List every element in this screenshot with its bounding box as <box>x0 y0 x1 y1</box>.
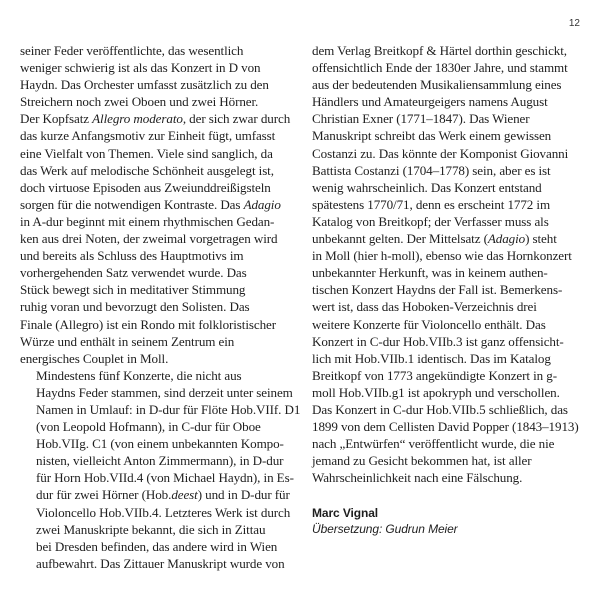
text-line: Costanzi zu. Das könnte der Komponist Giovanni <box>312 145 569 161</box>
text-line: wert ist, dass das Hoboken-Verzeichnis drei <box>312 299 537 315</box>
text-line: Finale (Allegro) ist ein Rondo mit folkloristischer <box>20 316 277 332</box>
text-line: jemand zu Gesicht bekommen hat, ist aller <box>312 453 532 469</box>
right-paragraph-1 <box>312 42 586 486</box>
text-line: Hob.VIIg. C1 (von einem unbekannten Kompo- <box>36 436 284 452</box>
text-line: Streichern noch zwei Oboen und zwei Hörner. <box>20 94 259 110</box>
text-line: bei Dresden befinden, das andere wird in Wien <box>36 538 278 554</box>
text-line: weniger schwierig ist als das Konzert in D von <box>20 60 261 76</box>
text-line: Breitkopf von 1773 angekündigte Konzert in g- <box>312 367 557 383</box>
text-line: aus der bedeutenden Musikaliensammlung eines <box>312 77 562 93</box>
text-line: ken aus drei Noten, der zweimal vorgetragen wird <box>20 231 278 247</box>
text-line: spätestens 1770/71, denn es erscheint 1772 im <box>312 196 551 212</box>
text-line: zwei Manuskripte bekannt, die sich in Zittau <box>36 521 266 537</box>
text-line: das kurze Anfangsmotiv zur Einheit fügt, umfasst <box>20 128 276 144</box>
text-line: Katalog von Breitkopf; der Verfasser muss als <box>312 213 549 229</box>
text-line: tischen Konzert Haydns der Fall ist. Bemerkens- <box>312 282 563 298</box>
text-line: Christian Exner (1771–1847). Das Wiener <box>312 111 530 127</box>
text-line: Wahrscheinlichkeit nach eine Fälschung. <box>312 470 523 486</box>
text-line: sorgen für die notwendigen Kontraste. Das Adagio <box>20 196 281 212</box>
left-paragraph-1 <box>20 42 294 367</box>
text-line: Das Konzert in C-dur Hob.VIIb.5 schließlich, das <box>312 401 568 417</box>
text-line: Konzert in C-dur Hob.VIIb.3 ist ganz offensicht- <box>312 333 564 349</box>
text-line: Händlers und Amateurgeigers namens August <box>312 94 548 110</box>
text-line: weitere Konzerte für Violoncello enthält. Das <box>312 316 546 332</box>
text-line: Stück bewegt sich in meditativer Stimmung <box>20 282 246 298</box>
text-line: 1899 von dem Cellisten David Popper (1843–1913) <box>312 419 579 435</box>
text-line: vorhergehenden Satz verwendet wurde. Das <box>20 265 247 281</box>
text-line: in Moll (hier h-moll), ebenso wie das Hornkonzert <box>312 248 572 264</box>
text-line: unbekannt gelten. Der Mittelsatz (Adagio) steht <box>312 231 557 247</box>
text-line: energisches Couplet in Moll. <box>20 350 169 366</box>
text-line: dem Verlag Breitkopf & Härtel dorthin geschickt, <box>312 43 567 58</box>
text-line: Mindestens fünf Konzerte, die nicht aus <box>36 367 242 383</box>
text-line: Manuskript schreibt das Werk einem gewissen <box>312 128 552 144</box>
text-line: nisten, vielleicht Anton Zimmermann), in D-dur <box>36 453 284 469</box>
text-line: Der Kopfsatz Allegro moderato, der sich zwar durch <box>20 111 291 127</box>
text-line: dur für zwei Hörner (Hob.deest) und in D-dur für <box>36 487 290 503</box>
text-line: das Werk auf melodische Schönheit ausgelegt ist, <box>20 162 274 178</box>
text-line: (von Leopold Hofmann), in C-dur für Oboe <box>36 419 261 435</box>
left-paragraph-2 <box>20 367 301 572</box>
text-line: aufbewahrt. Das Zittauer Manuskript wurde von <box>36 555 285 571</box>
translator-credit: Übersetzung: Gudrun Meier <box>312 522 458 537</box>
text-line: Namen in Umlauf: in D-dur für Flöte Hob.VIIf. D1 <box>36 401 301 417</box>
text-line: Würze und enthält in seinem Zentrum ein <box>20 333 235 349</box>
text-line: offensichtlich Ende der 1830er Jahre, und stammt <box>312 60 568 76</box>
text-line: moll Hob.VIIb.g1 ist apokryph und verschollen. <box>312 384 560 400</box>
text-line: für Horn Hob.VIId.4 (von Michael Haydn), in Es- <box>36 470 294 486</box>
text-line: seiner Feder veröffentlichte, das wesentlich <box>20 43 244 58</box>
text-line: Haydn. Das Orchester umfasst zusätzlich zu den <box>20 77 269 93</box>
text-line: unbekannter Herkunft, was in keinem authen- <box>312 265 548 281</box>
author-name: Marc Vignal <box>312 506 379 521</box>
right-column <box>312 42 586 537</box>
text-line: Violoncello Hob.VIIb.4. Letzteres Werk ist durch <box>36 504 291 520</box>
text-line: Battista Costanzi (1704–1778) sein, aber es ist <box>312 162 551 178</box>
text-line: lich mit Hob.VIIb.1 identisch. Das im Katalog <box>312 350 551 366</box>
left-column <box>20 42 301 572</box>
text-line: Haydns Feder stammen, sind derzeit unter seinem <box>36 384 293 400</box>
text-line: doch virtuose Episoden aus Zweiunddreißigsteln <box>20 179 271 195</box>
page-number: 12 <box>568 18 580 29</box>
text-line: eine Vielfalt von Themen. Viele sind sanglich, da <box>20 145 273 161</box>
text-line: wenig wahrscheinlich. Das Konzert entstand <box>312 179 542 195</box>
text-line: nach „Entwürfen“ veröffentlicht wurde, die nie <box>312 436 555 452</box>
text-line: und bereits als Schluss des Hauptmotivs im <box>20 248 244 264</box>
text-line: in A-dur beginnt mit einem rhythmischen Gedan- <box>20 213 275 229</box>
text-line: ruhig voran und bevorzugt den Solisten. Das <box>20 299 250 315</box>
